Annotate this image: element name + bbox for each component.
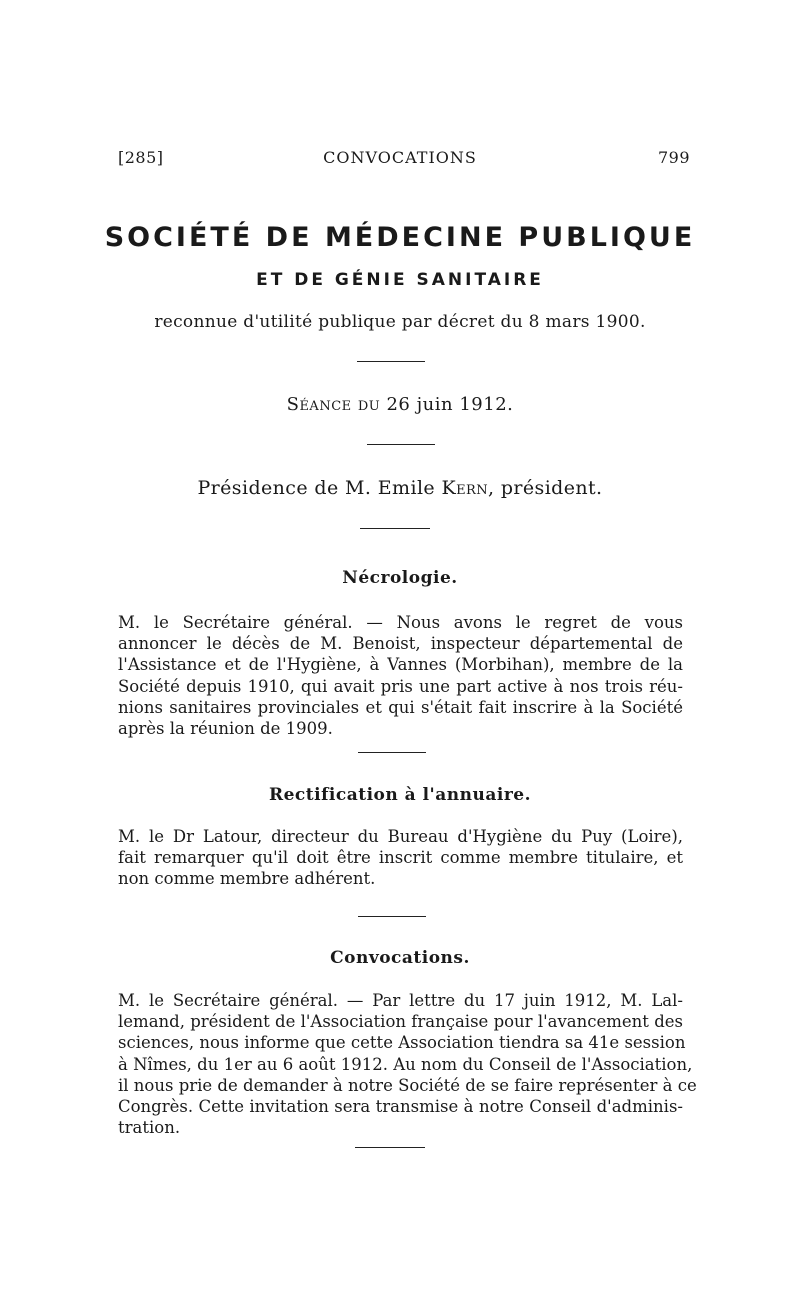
text-line: M. le Secrétaire général. — Nous avons le regret de vous [118,613,683,632]
page-number: 799 [658,148,691,167]
divider-rule [355,1147,425,1148]
text-line: nions sanitaires provinciales et qui s'était fait inscrire à la Société [118,697,683,717]
divider-rule [358,752,426,753]
session-date-value: 26 juin 1912. [386,394,514,415]
divider-rule [357,361,425,362]
running-header: CONVOCATIONS [323,148,477,167]
text-line: M. le Dr Latour, directeur du Bureau d'Hygiène du Puy (Loire), [118,827,683,846]
text-line: il nous prie de demander à notre Société de se faire représenter à ce [118,1075,697,1095]
society-title: SOCIÉTÉ DE MÉDECINE PUBLIQUE [104,222,696,253]
divider-rule [360,528,430,529]
text-line: lemand, président de l'Association française pour l'avancement des [118,1012,683,1032]
text-line: après la réunion de 1909. [118,719,333,739]
section-title-necrologie: Nécrologie. [342,568,458,588]
text-line: Société depuis 1910, qui avait pris une part active à nos trois réu- [118,676,683,696]
paragraph-necrologie [118,612,683,739]
society-title-line2: ET DE GÉNIE SANITAIRE [256,270,544,290]
page-number-bracketed: [285] [118,148,164,167]
text-line: non comme membre adhérent. [118,869,376,889]
section-title-convocations: Convocations. [330,948,470,968]
president-name: Kern [441,477,488,499]
text-line: l'Assistance et de l'Hygiène, à Vannes (Morbihan), membre de la [118,655,683,675]
text-line: Congrès. Cette invitation sera transmise à notre Conseil d'adminis- [118,1097,683,1117]
session-prefix: Séance du [286,394,381,415]
divider-rule [367,444,435,445]
text-line: fait remarquer qu'il doit être inscrit comme membre titulaire, et [118,848,683,868]
text-line: M. le Secrétaire général. — Par lettre du 17 juin 1912, M. Lal- [118,991,683,1010]
text-line: sciences, nous informe que cette Association tiendra sa 41e session [118,1033,686,1053]
paragraph-rectification [118,826,683,890]
text-line: tration. [118,1118,181,1138]
divider-rule [358,916,426,917]
society-subtitle: reconnue d'utilité publique par décret du 8 mars 1900. [154,312,646,332]
presidency-suffix: , président. [487,477,603,499]
section-title-rectification: Rectification à l'annuaire. [268,785,532,805]
presidency-prefix: Présidence de M. Emile [197,477,442,499]
text-line: annoncer le décès de M. Benoist, inspecteur départemental de [118,634,683,654]
session-date [0,394,800,415]
paragraph-convocations [118,990,697,1138]
presidency-line [0,477,800,499]
text-line: à Nîmes, du 1er au 6 août 1912. Au nom du Conseil de l'Association, [118,1054,693,1074]
